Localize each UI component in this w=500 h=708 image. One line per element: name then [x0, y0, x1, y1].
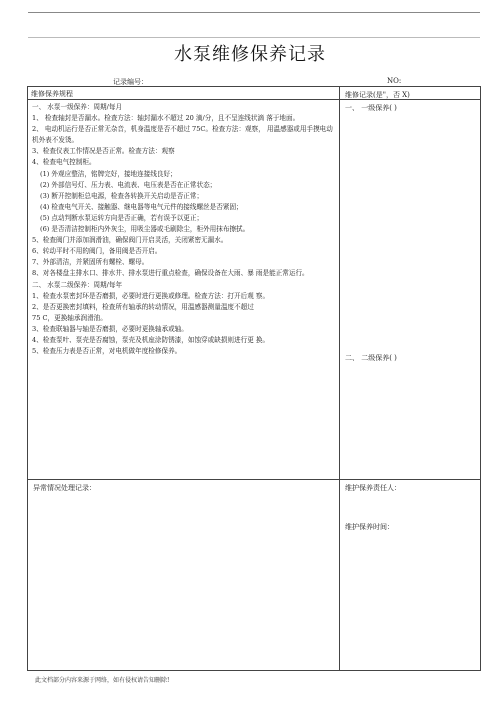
section-divider: [28, 479, 480, 480]
procedure-line: 1、检查水泵密封环是否磨损，必要时进行更换或修理。检查方法：打开后观 察。: [32, 291, 270, 300]
procedure-line: 5、检查阀门并添加润滑油，确保阀门开启灵活，关闭紧密无漏水。: [32, 236, 228, 245]
level2-maintenance-field[interactable]: 二、 二级保养( ): [345, 354, 397, 362]
procedure-line: (5) 点动判断水泵运转方向是否正确，若有误予以更正；: [40, 213, 204, 222]
procedure-line: 6、转动平时不用的阀门，备用阀是否开启。: [32, 247, 162, 256]
procedure-line: 5、检查压力表是否正常，对电机做年度检修保养。: [32, 347, 182, 356]
column-divider: [339, 87, 340, 670]
procedure-line: 2、是否更换密封填料，检查所有轴承的转动情况，用温感器测量温度不超过: [32, 302, 254, 311]
top-rule: [28, 12, 480, 13]
document-title: 水泵维修保养记录: [174, 44, 326, 65]
procedure-line: (3) 断开控制柜总电源，检查各转换开关启动是否正常；: [40, 191, 204, 200]
procedure-line: (1) 外观应整洁，铭牌完好，接地连接线良好；: [40, 169, 177, 178]
level1-maintenance-field[interactable]: 一、 一级保养( ): [345, 104, 397, 112]
procedure-line: 3、检查仪表工作情况是否正常。检查方法：观察: [32, 147, 175, 156]
procedure-line: 8、对各楼盘主排水口、排水井、排水泵进行重点检查，确保设备在大雨、暴 雨是能正常运行。: [32, 269, 309, 278]
abnormal-record-label: 异常情况处理记录：: [33, 484, 96, 492]
procedure-header: 维修保养规程: [31, 90, 73, 98]
record-header: 维修记录(是"，否 X): [345, 91, 410, 99]
header-divider: [28, 99, 480, 100]
title-rule: [28, 37, 480, 38]
procedure-line: 1、 检查轴封是否漏水。检查方法：轴封漏水不超过 20 滴/分，且不呈连线状滴 落于地面。: [32, 114, 300, 123]
footer-note: 此文档部分内容来源于网络，如有侵权请告知删除!: [35, 677, 170, 684]
procedure-line: 4、检查泵叶、泵壳是否腐蚀，泵壳及机座涂防锈漆，如蚀穿或缺损则进行更 换。: [32, 335, 270, 344]
procedure-line: 75 C，更换轴承润滑油。: [32, 313, 107, 322]
procedure-line: (6) 是否清洁控制柜内外灰尘，用吸尘器或毛刷除尘，柜外用抹布擦拭。: [40, 225, 250, 234]
procedure-line: 2、 电动机运行是否正常无杂音，机身温度是否不超过 75C。检查方法：观察， 用温感器或用手摸电动机外表不发烫。: [32, 125, 333, 145]
maintenance-time-field[interactable]: 维护保养时间：: [345, 523, 394, 531]
procedure-line: 7、外部清洁，并紧固所有螺栓、螺母。: [32, 258, 149, 267]
procedure-line: (2) 外部信号灯、压力表、电流表、电压表是否在正常状态；: [40, 180, 217, 189]
procedure-line: 4、检查电气控制柜。: [32, 158, 96, 167]
procedure-line: 3、检查联轴器与轴是否磨损，必要时更换轴承或轴。: [32, 324, 188, 333]
procedure-line: (4) 检查电气开关、接触器、继电器等电气元件的接线螺丝是否紧固；: [40, 202, 243, 211]
responsible-person-field[interactable]: 维护保养责任人：: [345, 484, 401, 492]
procedure-line: 一、 水泵一级保养：周期/每月: [32, 103, 123, 111]
procedure-content: [32, 102, 336, 357]
record-table: [27, 86, 481, 671]
procedure-line: 二、 水泵二级保养：周期/每年: [32, 280, 123, 289]
record-number-label: 记录编号：: [113, 78, 148, 86]
no-label: NO:: [387, 77, 402, 85]
